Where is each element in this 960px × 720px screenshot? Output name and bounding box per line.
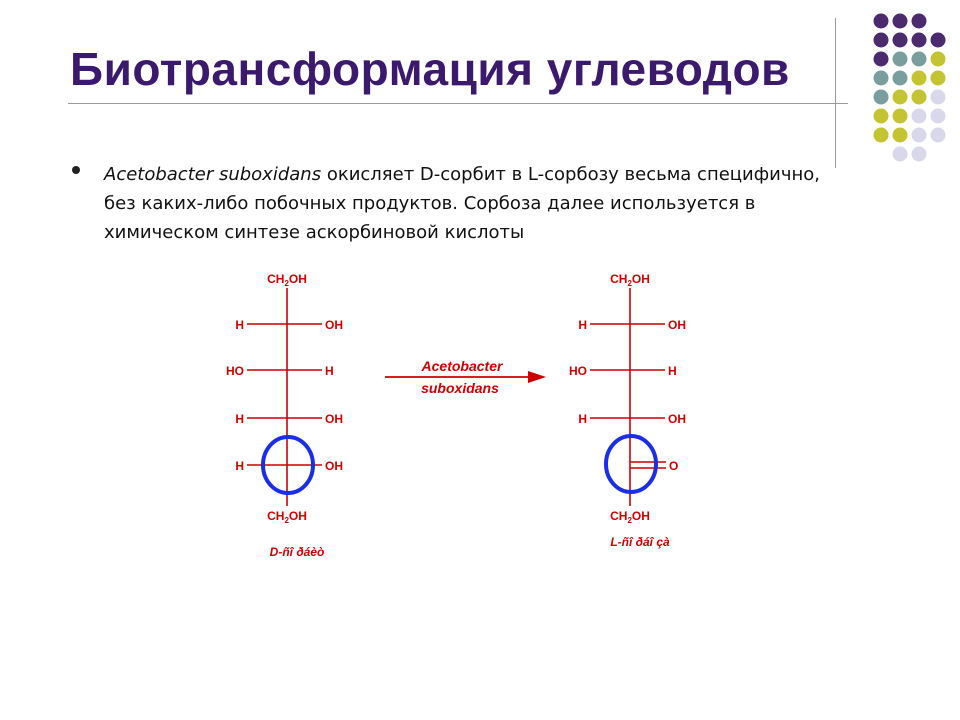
- right-row2-right: H: [668, 364, 677, 378]
- arrow-label-line1: Acetobacter: [421, 358, 503, 374]
- l-sorbose-structure: [569, 272, 686, 549]
- left-row2-left: HO: [226, 364, 244, 378]
- right-row3-left: H: [578, 412, 587, 426]
- left-row3-left: H: [235, 412, 244, 426]
- left-row1-right: OH: [325, 318, 343, 332]
- left-row3-right: OH: [325, 412, 343, 426]
- arrow-label-line2: suboxidans: [421, 380, 499, 396]
- right-row3-right: OH: [668, 412, 686, 426]
- bullet-body: окисляет D-сорбит в L-сорбозу весьма специфично, без каких-либо побочных продуктов. Сорбоза далее используется в химическом синтезе аскорбиновой кислоты: [104, 164, 820, 243]
- left-row1-left: H: [235, 318, 244, 332]
- arrow-head: [528, 371, 546, 383]
- right-row1-right: OH: [668, 318, 686, 332]
- left-caption: D-ñî ðáèò: [269, 545, 325, 559]
- left-bottom-ch2oh: $CH_2OH$: [267, 509, 307, 525]
- left-row4-left: H: [235, 459, 244, 473]
- right-row1-left: H: [578, 318, 587, 332]
- right-highlight-circle: [606, 436, 656, 492]
- left-row2-right: H: [325, 364, 334, 378]
- left-row4-right: OH: [325, 459, 343, 473]
- right-top-ch2oh: $CH_2OH$: [610, 272, 650, 288]
- right-bottom-ch2oh: $CH_2OH$: [610, 509, 650, 525]
- d-sorbitol-structure: [226, 272, 343, 559]
- reaction-arrow: [385, 358, 546, 396]
- slide-title: Биотрансформация углеводов: [70, 43, 790, 95]
- left-top-ch2oh: $CH_2OH$: [267, 272, 307, 288]
- organism-name: Acetobacter suboxidans: [104, 164, 322, 185]
- right-row2-left: HO: [569, 364, 587, 378]
- right-keto-oxygen: O: [669, 459, 679, 473]
- right-caption: L-ñî ðáî çà: [610, 535, 670, 549]
